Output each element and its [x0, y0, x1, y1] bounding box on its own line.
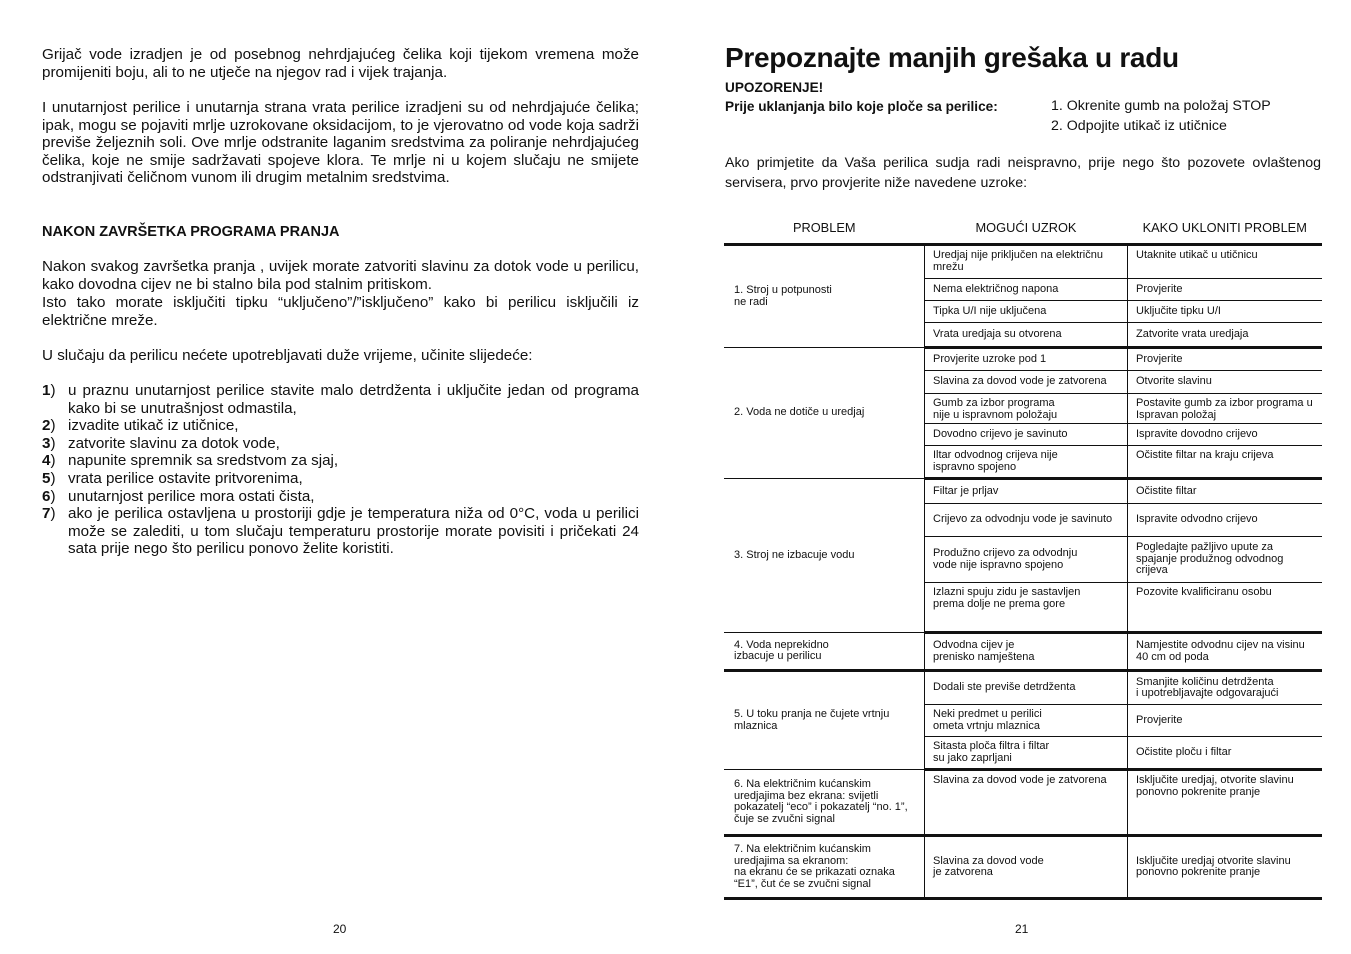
- list-item-text: vrata perilice ostavite pritvorenima,: [68, 469, 303, 487]
- list-item-text: napunite spremnik sa sredstvom za sjaj,: [68, 452, 339, 470]
- table-row: [724, 671, 1322, 705]
- section-heading: NAKON ZAVRŠETKA PROGRAMA PRANJA: [42, 224, 340, 240]
- table-row: [724, 770, 1322, 836]
- list-item: [42, 488, 639, 506]
- fix-cell: Isključite uredjaj otvorite slavinu ponovno pokrenite pranje: [1128, 836, 1323, 899]
- cause-cell: Iltar odvodnog crijeva nije ispravno spojeno: [925, 446, 1128, 479]
- table-row: [724, 479, 1322, 504]
- list-item: [42, 435, 639, 453]
- page-number: 21: [1015, 922, 1029, 936]
- table-row: [724, 245, 1322, 279]
- warning-step-1: 1. Okrenite gumb na položaj STOP: [1051, 98, 1271, 114]
- cause-cell: Slavina za dovod vode je zatvorena: [925, 770, 1128, 836]
- list-item-text: u praznu unutarnjost perilice stavite malo detrdženta i uključite jedan od programa kako bi se unutrašnjost odmastila,: [68, 382, 639, 417]
- fix-cell: Uključite tipku U/I: [1128, 301, 1323, 323]
- cause-cell: Vrata uredjaja su otvorena: [925, 323, 1128, 348]
- table-row: [724, 836, 1322, 899]
- cause-cell: Produžno crijevo za odvodnju vode nije ispravno spojeno: [925, 537, 1128, 583]
- warning-label: UPOZORENJE!: [725, 80, 824, 95]
- table-header-row: [724, 219, 1322, 245]
- cause-cell: Slavina za dovod vode je zatvorena: [925, 371, 1128, 394]
- fix-cell: Pogledajte pažljivo upute za spajanje produžnog odvodnog crijeva: [1128, 537, 1323, 583]
- list-item-number: 2): [42, 417, 56, 435]
- list-item: [42, 382, 639, 417]
- paragraph-after-wash-2: Isto tako morate isključiti tipku “uključeno”/”isključeno” kako bi perilicu isključili iz električne mreže.: [42, 294, 639, 329]
- list-item-text: unutarnjost perilice mora ostati čista,: [68, 487, 315, 505]
- problem-cell: 5. U toku pranja ne čujete vrtnju mlaznica: [724, 671, 925, 770]
- fix-cell: Otvorite slavinu: [1128, 371, 1323, 394]
- header-fix: KAKO UKLONITI PROBLEM: [1142, 220, 1307, 236]
- fix-cell: Utaknite utikač u utičnicu: [1128, 245, 1323, 279]
- paragraph-after-wash-1: Nakon svakog završetka pranja , uvijek morate zatvoriti slavinu za dotok vode u perilicu, kako dovodna cijev ne bi stalno bila pod stalnim pritiskom.: [42, 258, 639, 293]
- fix-cell: Zatvorite vrata uredjaja: [1128, 323, 1323, 348]
- fix-cell: Očistite filtar na kraju crijeva: [1128, 446, 1323, 479]
- fix-cell: Očistite filtar: [1128, 479, 1323, 504]
- intro-paragraph: Ako primjetite da Vaša perilica sudja radi neispravno, prije nego što pozovete ovlaštenog servisera, prvo provjerite niže navedene uzroke:: [725, 155, 1321, 191]
- list-item: [42, 452, 639, 470]
- fix-cell: Ispravite dovodno crijevo: [1128, 424, 1323, 446]
- cause-cell: Uredjaj nije priključen na električnu mrežu: [925, 245, 1128, 279]
- fix-cell: Ispravite odvodno crijevo: [1128, 504, 1323, 537]
- list-item-text: izvadite utikač iz utičnice,: [68, 417, 239, 435]
- cause-cell: Filtar je prljav: [925, 479, 1128, 504]
- table-row: [724, 633, 1322, 671]
- paragraph-long-absence: U slučaju da perilicu nećete upotrebljavati duže vrijeme, učinite slijedeće:: [42, 347, 533, 364]
- list-item-number: 4): [42, 452, 56, 470]
- list-item-number: 1): [42, 382, 56, 399]
- fix-cell: Isključite uredjaj, otvorite slavinu ponovno pokrenite pranje: [1128, 770, 1323, 836]
- list-item-text: zatvorite slavinu za dotok vode,: [68, 434, 280, 452]
- cause-cell: Dovodno crijevo je savinuto: [925, 424, 1128, 446]
- list-item-number: 6): [42, 487, 56, 505]
- cause-cell: Neki predmet u perilici ometa vrtnju mlaznica: [925, 705, 1128, 737]
- problem-cell: 6. Na električnim kućanskim uredjajima bez ekrana: svijetli pokazatelj “eco” i pokazatelj “no. 1”, čuje se zvučni signal: [724, 770, 925, 836]
- warning-text: Prije uklanjanja bilo koje ploče sa perilice:: [725, 99, 998, 114]
- problem-cell: 3. Stroj ne izbacuje vodu: [724, 479, 925, 633]
- header-problem: PROBLEM: [792, 220, 856, 236]
- list-item-number: 5): [42, 469, 56, 487]
- problem-cell: 7. Na električnim kućanskim uredjajima sa ekranom: na ekranu će se prikazati oznaka “E1”, čut će se zvučni signal: [724, 836, 925, 899]
- list-item-number: 7): [42, 505, 56, 523]
- cause-cell: Provjerite uzroke pod 1: [925, 348, 1128, 371]
- fix-cell: Provjerite: [1128, 279, 1323, 301]
- cause-cell: Sitasta ploča filtra i filtar su jako zaprljani: [925, 737, 1128, 770]
- cause-cell: Odvodna cijev je prenisko namještena: [925, 633, 1128, 671]
- cause-cell: Crijevo za odvodnju vode je savinuto: [925, 504, 1128, 537]
- fix-cell: Postavite gumb za izbor programa u Ispravan položaj: [1128, 394, 1323, 424]
- left-page: [0, 0, 675, 954]
- right-page: [676, 0, 1351, 954]
- fix-cell: Provjerite: [1128, 348, 1323, 371]
- list-item: [42, 505, 639, 558]
- fix-cell: Smanjite količinu detrdženta i upotrebljavajte odgovarajući: [1128, 671, 1323, 705]
- header-cause: MOGUĆI UZROK: [975, 220, 1077, 236]
- problem-cell: 2. Voda ne dotiče u uredjaj: [724, 348, 925, 479]
- fix-cell: Provjerite: [1128, 705, 1323, 737]
- list-item: [42, 470, 639, 488]
- warning-step-2: 2. Odpojite utikač iz utičnice: [1051, 117, 1227, 134]
- problem-cell: 4. Voda neprekidno izbacuje u perilicu: [724, 633, 925, 671]
- cause-cell: Dodali ste previše detrdženta: [925, 671, 1128, 705]
- list-item-text: ako je perilica ostavljena u prostoriji gdje je temperatura niža od 0°C, voda u perilici može se zalediti, u tom slučaju temperaturu prostorije morate povisiti i pričekati 24 sata prije nego što perilicu ponovo želite koristiti.: [68, 505, 639, 558]
- cause-cell: Tipka U/I nije uključena: [925, 301, 1128, 323]
- cause-cell: Slavina za dovod vode je zatvorena: [925, 836, 1128, 899]
- steps-list: [42, 382, 639, 558]
- cause-cell: Izlazni spuju zidu je sastavljen prema dolje ne prema gore: [925, 583, 1128, 633]
- paragraph-stainless-steel: I unutarnjost perilice i unutarnja strana vrata perilice izradjeni su od nehrdjajuće čelika; ipak, mogu se pojaviti mrlje uzrokovane oksidacijom, to je vjerovatno od vode koja sadrži previše željeznih soli. Ove mrlje odstranite laganim sredstvima za poliranje nehrdjajućeg čelika, koje ne smije sadržavati spojeve klora. Te mrlje ni u kojem slučaju ne smijete odstranjivati čeličnom vunom ili drugim metalnim sredstvima.: [42, 99, 639, 187]
- cause-cell: Nema električnog napona: [925, 279, 1128, 301]
- warning-steps: [1051, 97, 1271, 136]
- problem-cell: 1. Stroj u potpunosti ne radi: [724, 245, 925, 348]
- cause-cell: Gumb za izbor programa nije u ispravnom položaju: [925, 394, 1128, 424]
- fix-cell: Namjestite odvodnu cijev na visinu 40 cm od poda: [1128, 633, 1323, 671]
- list-item: [42, 417, 639, 435]
- page-number: 20: [333, 922, 347, 936]
- fix-cell: Pozovite kvalificiranu osobu: [1128, 583, 1323, 633]
- list-item-number: 3): [42, 434, 56, 452]
- troubleshooting-table: [724, 219, 1322, 900]
- paragraph-heater: Grijač vode izradjen je od posebnog nehrdjajućeg čelika koji tijekom vremena može promijeniti boju, ali to ne utječe na njegov rad i vijek trajanja.: [42, 46, 639, 81]
- page-title: Prepoznajte manjih grešaka u radu: [725, 42, 1179, 73]
- table-row: [724, 348, 1322, 371]
- fix-cell: Očistite ploču i filtar: [1128, 737, 1323, 770]
